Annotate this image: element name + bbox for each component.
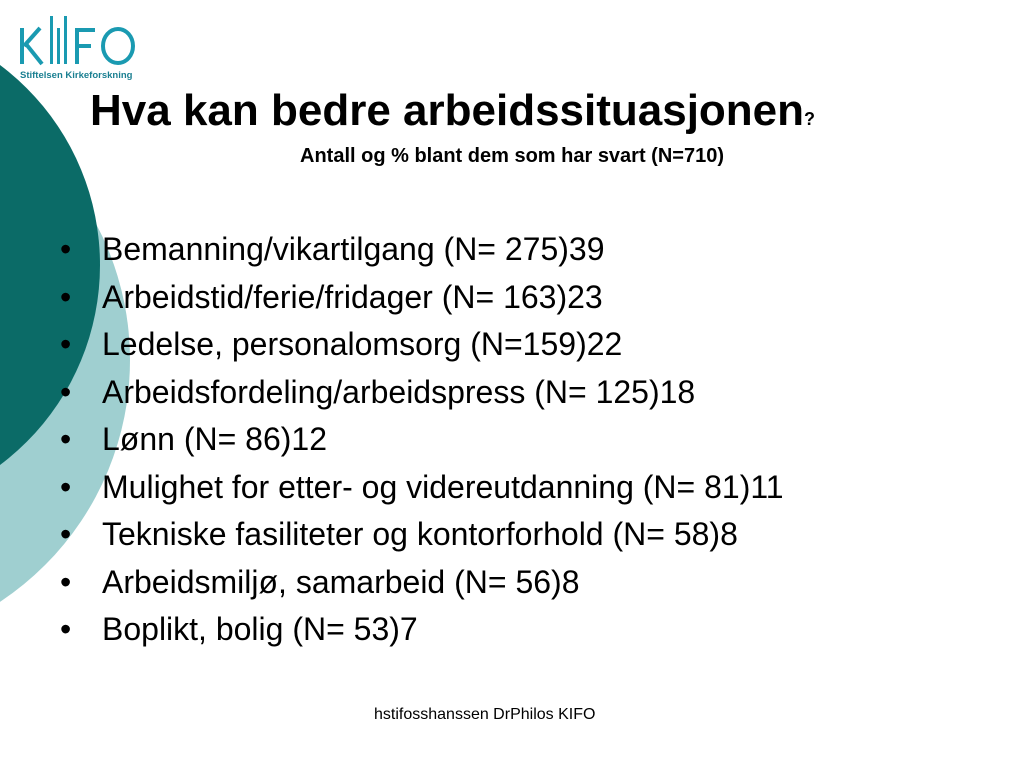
- bullet-icon: •: [60, 373, 72, 410]
- title-main: Hva kan bedre arbeidssituasjonen: [90, 86, 805, 135]
- list-item-text: Arbeidsfordeling/arbeidspress (N= 125)18: [102, 373, 696, 410]
- title-question-mark: ?: [804, 109, 816, 129]
- logo-subtitle: Stiftelsen Kirkeforskning: [20, 70, 133, 81]
- subtitle-text: Antall og % blant dem som har svart (N=710): [300, 145, 724, 167]
- bullet-icon: •: [60, 231, 72, 267]
- bullet-icon: •: [60, 421, 72, 457]
- list-item: [60, 369, 784, 417]
- list-item: [60, 606, 784, 654]
- list-item: [60, 274, 784, 322]
- list-item: [60, 226, 784, 274]
- slide-title: [90, 80, 970, 150]
- list-item-text: Arbeidstid/ferie/fridager (N= 163)23: [102, 278, 603, 315]
- list-item: [60, 416, 784, 464]
- bullet-list: [60, 226, 784, 654]
- list-item-text: Tekniske fasiliteter og kontorforhold (N= 58)8: [102, 516, 738, 552]
- bullet-icon: •: [60, 326, 72, 362]
- bullet-icon: •: [60, 563, 72, 600]
- list-item-text: Lønn (N= 86)12: [102, 421, 328, 457]
- list-item-text: Mulighet for etter- og videreutdanning (N= 81)11: [102, 468, 784, 505]
- list-item: [60, 559, 784, 607]
- list-item-text: Bemanning/vikartilgang (N= 275)39: [102, 231, 605, 267]
- footer-text: hstifosshanssen DrPhilos KIFO: [374, 706, 596, 723]
- list-item-text: Arbeidsmiljø, samarbeid (N= 56)8: [102, 563, 580, 600]
- list-item: [60, 321, 784, 369]
- list-item: [60, 464, 784, 512]
- list-item-text: Boplikt, bolig (N= 53)7: [102, 611, 418, 647]
- bullet-icon: •: [60, 278, 72, 315]
- slide-subtitle: [0, 145, 1024, 168]
- bullet-icon: •: [60, 611, 72, 647]
- bullet-icon: •: [60, 468, 72, 505]
- kifo-logo: [18, 14, 143, 86]
- bullet-icon: •: [60, 516, 72, 552]
- list-item-text: Ledelse, personalomsorg (N=159)22: [102, 326, 623, 362]
- list-item: [60, 511, 784, 559]
